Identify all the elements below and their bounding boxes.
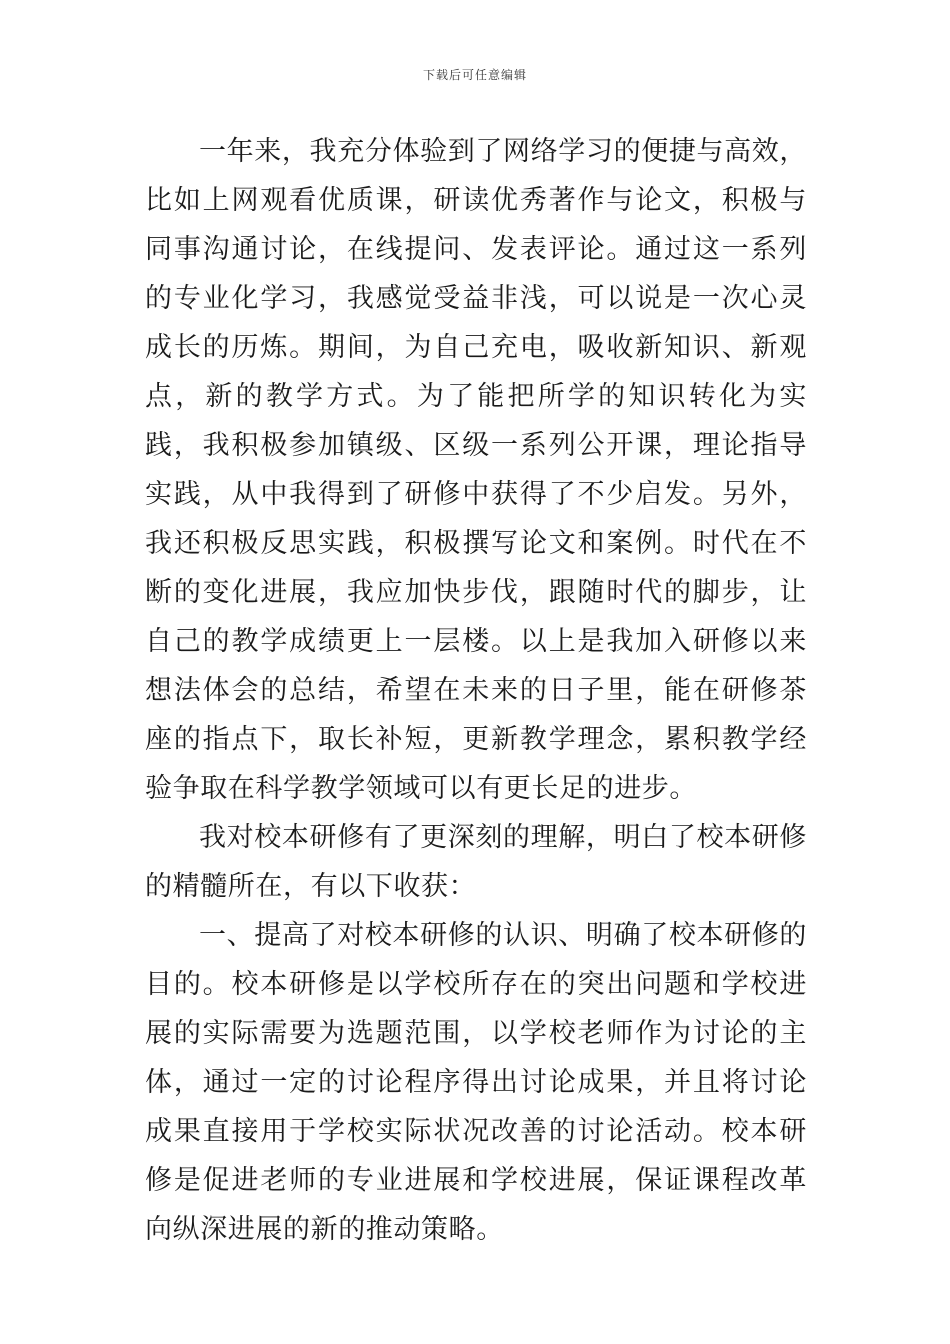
paragraph-research-purpose: 一、提高了对校本研修的认识、明确了校本研修的目的。校本研修是以学校所存在的突出问题和学校进展的实际需要为选题范围，以学校老师作为讨论的主体，通过一定的讨论程序得出讨论成果，并且将讨论成果直接用于学校实际状况改善的讨论活动。校本研修是促进老师的专业进展和学校进展，保证课程改革向纵深进展的新的推动策略。 (145, 920, 807, 1245)
header-note: 下载后可任意编辑 (422, 68, 527, 82)
paragraph-school-research-understanding: 我对校本研修有了更深刻的理解，明白了校本研修的精髓所在，有以下收获： (145, 822, 807, 902)
document-body (145, 127, 807, 1254)
paragraph-online-learning: 一年来，我充分体验到了网络学习的便捷与高效，比如上网观看优质课，研读优秀著作与论文，积极与同事沟通讨论，在线提问、发表评论。通过这一系列的专业化学习，我感觉受益非浅，可以说是一次心灵成长的历炼。期间，为自己充电，吸收新知识、新观点，新的教学方式。为了能把所学的知识转化为实践，我积极参加镇级、区级一系列公开课，理论指导实践，从中我得到了研修中获得了不少启发。另外，我还积极反思实践，积极撰写论文和案例。时代在不断的变化进展，我应加快步伐，跟随时代的脚步，让自己的教学成绩更上一层楼。以上是我加入研修以来想法体会的总结，希望在未来的日子里，能在研修茶座的指点下，取长补短，更新教学理念，累积教学经验争取在科学教学领域可以有更长足的进步。 (145, 136, 807, 804)
